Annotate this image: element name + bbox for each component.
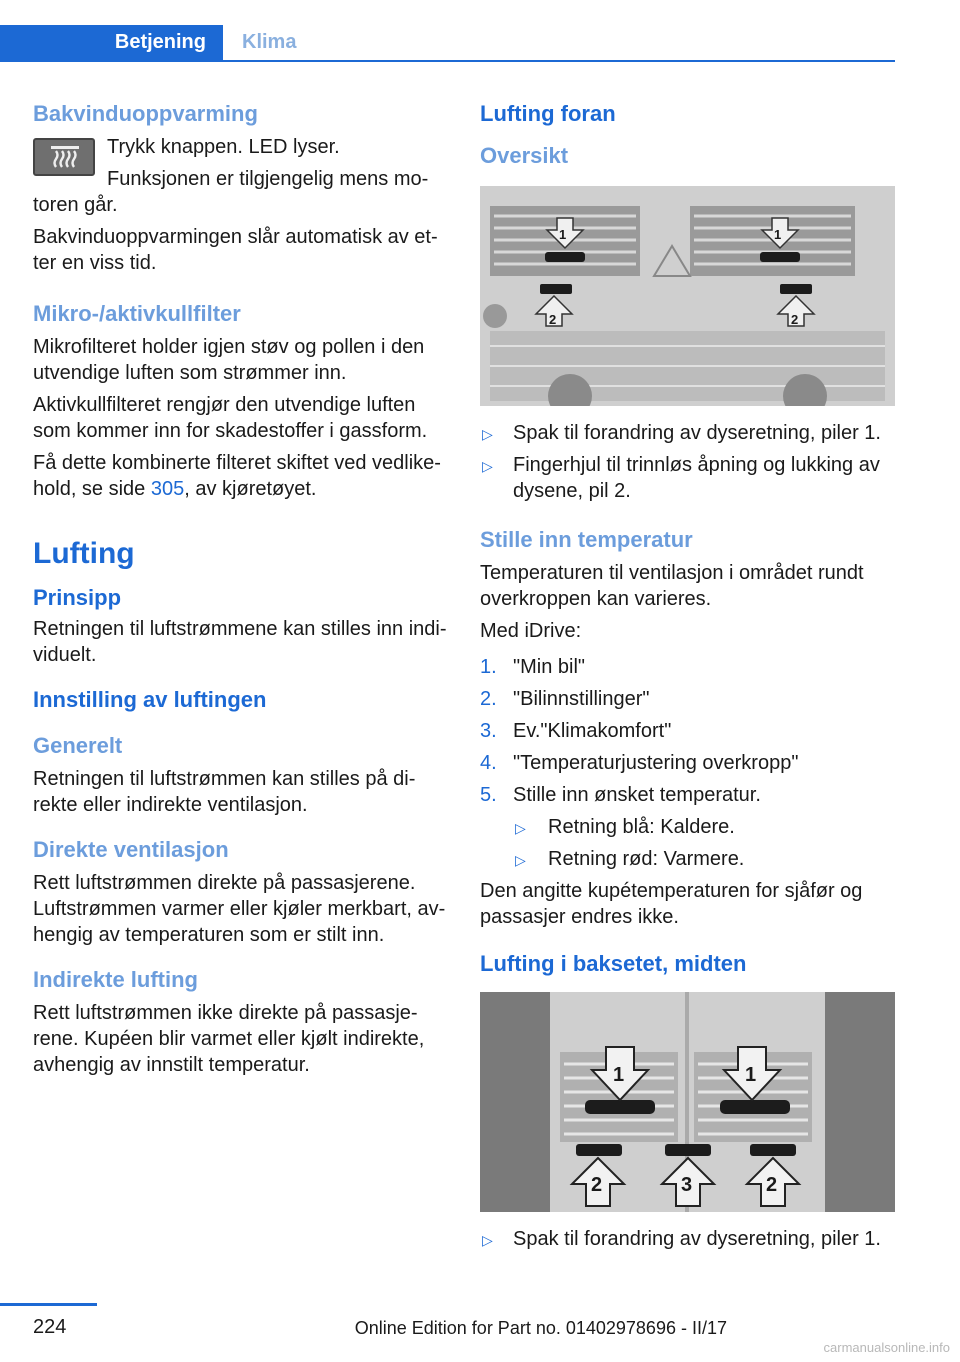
filter-text-1: Mikrofilteret holder igjen støv og pollen i den utvendige luften som strømmer inn. bbox=[33, 336, 425, 384]
left-column bbox=[33, 100, 448, 1084]
substep-text: Retning blå: Kaldere. bbox=[548, 816, 735, 838]
rear-text-2: Funksjonen er tilgjengelig mens mo‐toren går. bbox=[33, 168, 429, 216]
step-item bbox=[480, 654, 895, 680]
page-link-305[interactable]: 305 bbox=[150, 478, 185, 500]
photo2-label-3: 3 bbox=[681, 1174, 693, 1196]
chapter-tabbar bbox=[0, 25, 895, 62]
triangle-bullet-icon: ▷ bbox=[515, 852, 526, 868]
step-text: Stille inn ønsket temperatur. bbox=[513, 784, 761, 806]
front-vents-photo bbox=[480, 186, 895, 406]
photo2-label-1a: 1 bbox=[613, 1064, 625, 1086]
step-number: 4. bbox=[480, 752, 497, 774]
triangle-bullet-icon: ▷ bbox=[515, 820, 526, 836]
page-number-rule bbox=[0, 1303, 97, 1306]
step-item bbox=[480, 782, 895, 872]
idrive-steps bbox=[480, 654, 895, 872]
tabbar-divider bbox=[0, 60, 895, 62]
heading-temperatur: Stille inn temperatur bbox=[480, 527, 693, 552]
photo1-label-1a: 1 bbox=[559, 227, 567, 242]
watermark: carmanualsonline.info bbox=[823, 1340, 950, 1355]
filter-text-3b: , av kjøretøyet. bbox=[184, 478, 317, 500]
foran-list bbox=[480, 420, 895, 504]
temp-note: Den angitte kupétemperaturen for sjåfør og passasjer endres ikke. bbox=[480, 880, 863, 928]
step-number: 1. bbox=[480, 656, 497, 678]
temp-text: Temperaturen til ventilasjon i området rundt overkroppen kan varieres. bbox=[480, 562, 864, 610]
step-text: "Temperaturjustering overkropp" bbox=[513, 752, 799, 774]
tab-klima[interactable]: Klima bbox=[242, 31, 297, 53]
triangle-bullet-icon: ▷ bbox=[482, 458, 493, 474]
step-item bbox=[480, 686, 895, 712]
step-item bbox=[480, 750, 895, 776]
step-text: "Bilinnstillinger" bbox=[513, 688, 650, 710]
list-item bbox=[480, 420, 895, 446]
heading-innstilling: Innstilling av luftingen bbox=[33, 687, 267, 712]
photo1-label-2a: 2 bbox=[549, 312, 557, 327]
heading-bakvinduoppvarming: Bakvinduoppvarming bbox=[33, 101, 258, 126]
edition-footer: Online Edition for Part no. 01402978696 - II/17 bbox=[354, 1318, 727, 1338]
filter-text-2: Aktivkullfilteret rengjør den utvendige luften som kommer inn for skadestoffer i gassform. bbox=[33, 394, 428, 442]
triangle-bullet-icon: ▷ bbox=[482, 426, 493, 442]
step-number: 2. bbox=[480, 688, 497, 710]
heading-lufting-bak: Lufting i baksetet, midten bbox=[480, 951, 747, 976]
substep-text: Retning rød: Varmere. bbox=[548, 848, 745, 870]
prinsipp-text: Retningen til luftstrømmene kan stilles inn indi‐viduelt. bbox=[33, 618, 447, 666]
bak-list bbox=[480, 1226, 895, 1252]
photo1-label-2b: 2 bbox=[791, 312, 799, 327]
page-number: 224 bbox=[33, 1316, 67, 1338]
generelt-text: Retningen til luftstrømmen kan stilles på di‐rekte eller indirekte ventilasjon. bbox=[33, 768, 416, 816]
list-item-text: Fingerhjul til trinnløs åpning og lukking av dysene, pil 2. bbox=[513, 454, 880, 502]
rear-defrost-button-icon bbox=[33, 138, 95, 176]
list-item bbox=[480, 452, 895, 504]
idrive-text: Med iDrive: bbox=[480, 620, 582, 642]
step-text: Ev."Klimakomfort" bbox=[513, 720, 672, 742]
rear-vents-photo bbox=[480, 992, 895, 1212]
photo1-label-1b: 1 bbox=[774, 227, 782, 242]
rear-text-1: Trykk knappen. LED lyser. bbox=[107, 136, 340, 158]
step-text: "Min bil" bbox=[513, 656, 585, 678]
substep-item bbox=[513, 814, 895, 840]
photo2-label-2a: 2 bbox=[591, 1174, 603, 1196]
list-item-text: Spak til forandring av dyseretning, piler 1. bbox=[513, 422, 881, 444]
heading-oversikt: Oversikt bbox=[480, 143, 569, 168]
direkte-text: Rett luftstrømmen direkte på passasjerene. Luftstrømmen varmer eller kjøler merkbart, av‐hengig av temperaturen som er stilt inn. bbox=[33, 872, 446, 946]
indirekte-text: Rett luftstrømmen ikke direkte på passasje‐rene. Kupéen blir varmet eller kjølt indirekte, avhengig av innstilt temperatur. bbox=[33, 1002, 425, 1076]
triangle-bullet-icon: ▷ bbox=[482, 1232, 493, 1248]
tab-betjening[interactable]: Betjening bbox=[0, 25, 223, 60]
filter-text-3a: Få dette kombinerte filteret skiftet ved vedlike‐hold, se side bbox=[33, 452, 441, 500]
photo2-label-1b: 1 bbox=[745, 1064, 757, 1086]
substeps bbox=[513, 814, 895, 872]
list-item bbox=[480, 1226, 895, 1252]
step-number: 3. bbox=[480, 720, 497, 742]
heading-prinsipp: Prinsipp bbox=[33, 585, 122, 610]
substep-item bbox=[513, 846, 895, 872]
heading-filter: Mikro-/aktivkullfilter bbox=[33, 301, 241, 326]
step-item bbox=[480, 718, 895, 744]
step-number: 5. bbox=[480, 784, 497, 806]
right-column bbox=[480, 100, 895, 1258]
heading-lufting: Lufting bbox=[33, 537, 135, 570]
photo2-label-2b: 2 bbox=[766, 1174, 778, 1196]
filter-text-3 bbox=[33, 450, 448, 502]
list-item-text: Spak til forandring av dyseretning, piler 1. bbox=[513, 1228, 881, 1250]
heading-indirekte: Indirekte lufting bbox=[33, 967, 198, 992]
rear-text-3: Bakvinduoppvarmingen slår automatisk av et‐ter en viss tid. bbox=[33, 226, 438, 274]
heading-lufting-foran: Lufting foran bbox=[480, 101, 616, 126]
heading-generelt: Generelt bbox=[33, 733, 123, 758]
heading-direkte: Direkte ventilasjon bbox=[33, 837, 229, 862]
